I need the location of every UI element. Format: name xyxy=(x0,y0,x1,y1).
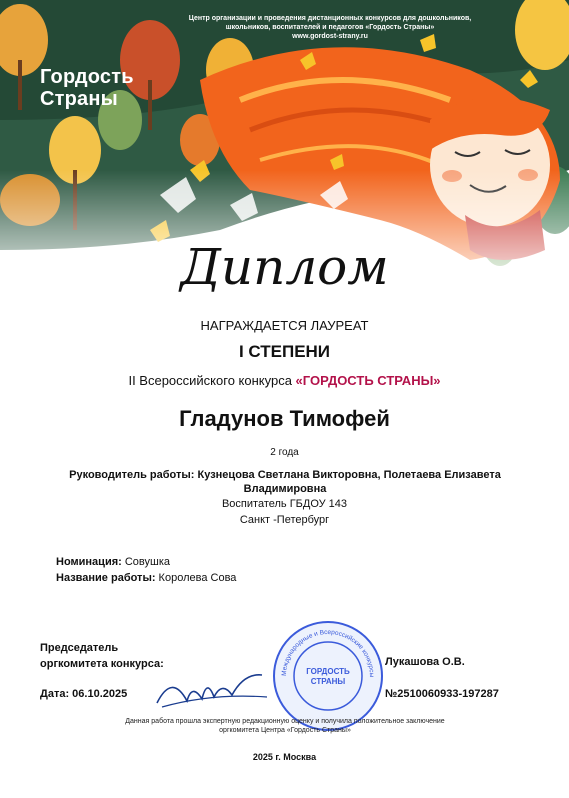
work-name-value: Королева Сова xyxy=(155,572,237,584)
chair-line-2: оргкомитета конкурса: xyxy=(40,658,164,670)
work-name xyxy=(56,572,236,584)
place-year: 2025 г. Москва xyxy=(252,752,317,762)
contest-name: «ГОРДОСТЬ СТРАНЫ» xyxy=(295,373,441,388)
supervisor xyxy=(60,468,510,496)
supervisor-value: Кузнецова Светлана Викторовна, Полетаева Елизавета Владимировна xyxy=(194,469,501,495)
participant-age: 2 года xyxy=(270,447,299,458)
work-name-label: Название работы: xyxy=(56,572,156,584)
degree: I СТЕПЕНИ xyxy=(238,342,331,361)
note-line-1: Данная работа прошла экспертную редакционную оценку и получила положительное заключение xyxy=(125,718,445,725)
org-site: www.gordost-strany.ru xyxy=(292,33,368,40)
contest-line xyxy=(0,373,569,388)
nomination-label: Номинация: xyxy=(56,556,122,568)
nomination-value: Совушка xyxy=(121,556,171,568)
supervisor-label: Руководитель работы: xyxy=(69,469,195,481)
logo-line-1: Гордость xyxy=(40,66,134,88)
logo xyxy=(40,66,134,110)
document-number: №2510060933-197287 xyxy=(385,688,499,700)
chair-label xyxy=(40,640,164,672)
stamp-center-line-1: ГОРДОСТЬ xyxy=(306,667,350,676)
signature xyxy=(152,663,272,718)
chair-name: Лукашова О.В. xyxy=(385,656,465,668)
supervisor-position: Воспитатель ГБДОУ 143 xyxy=(221,498,348,510)
stamp-center-line-2: СТРАНЫ xyxy=(310,677,346,686)
org-line-2: школьников, воспитателей и педагогов «Гордость Страны» xyxy=(225,24,435,31)
note-line-2: оргкомитета Центра «Гордость Страны» xyxy=(219,727,351,734)
logo-line-2: Страны xyxy=(40,88,118,110)
stamp-ring-text: Международные и Всероссийские конкурсы xyxy=(280,628,376,678)
chair-line-1: Председатель xyxy=(40,642,119,654)
contest-prefix: II Всероссийского конкурса xyxy=(128,373,296,388)
issue-date: Дата: 06.10.2025 xyxy=(40,688,128,700)
expert-note xyxy=(90,717,480,735)
city: Санкт -Петербург xyxy=(239,514,330,526)
diploma-title: Диплом xyxy=(180,238,389,296)
nomination xyxy=(56,556,170,568)
participant-name: Гладунов Тимофей xyxy=(179,406,390,431)
org-line-1: Центр организации и проведения дистанционных конкурсов для дошкольников, xyxy=(188,15,472,22)
organization-header xyxy=(130,14,530,41)
award-line: НАГРАЖДАЕТСЯ ЛАУРЕАТ xyxy=(200,318,369,333)
